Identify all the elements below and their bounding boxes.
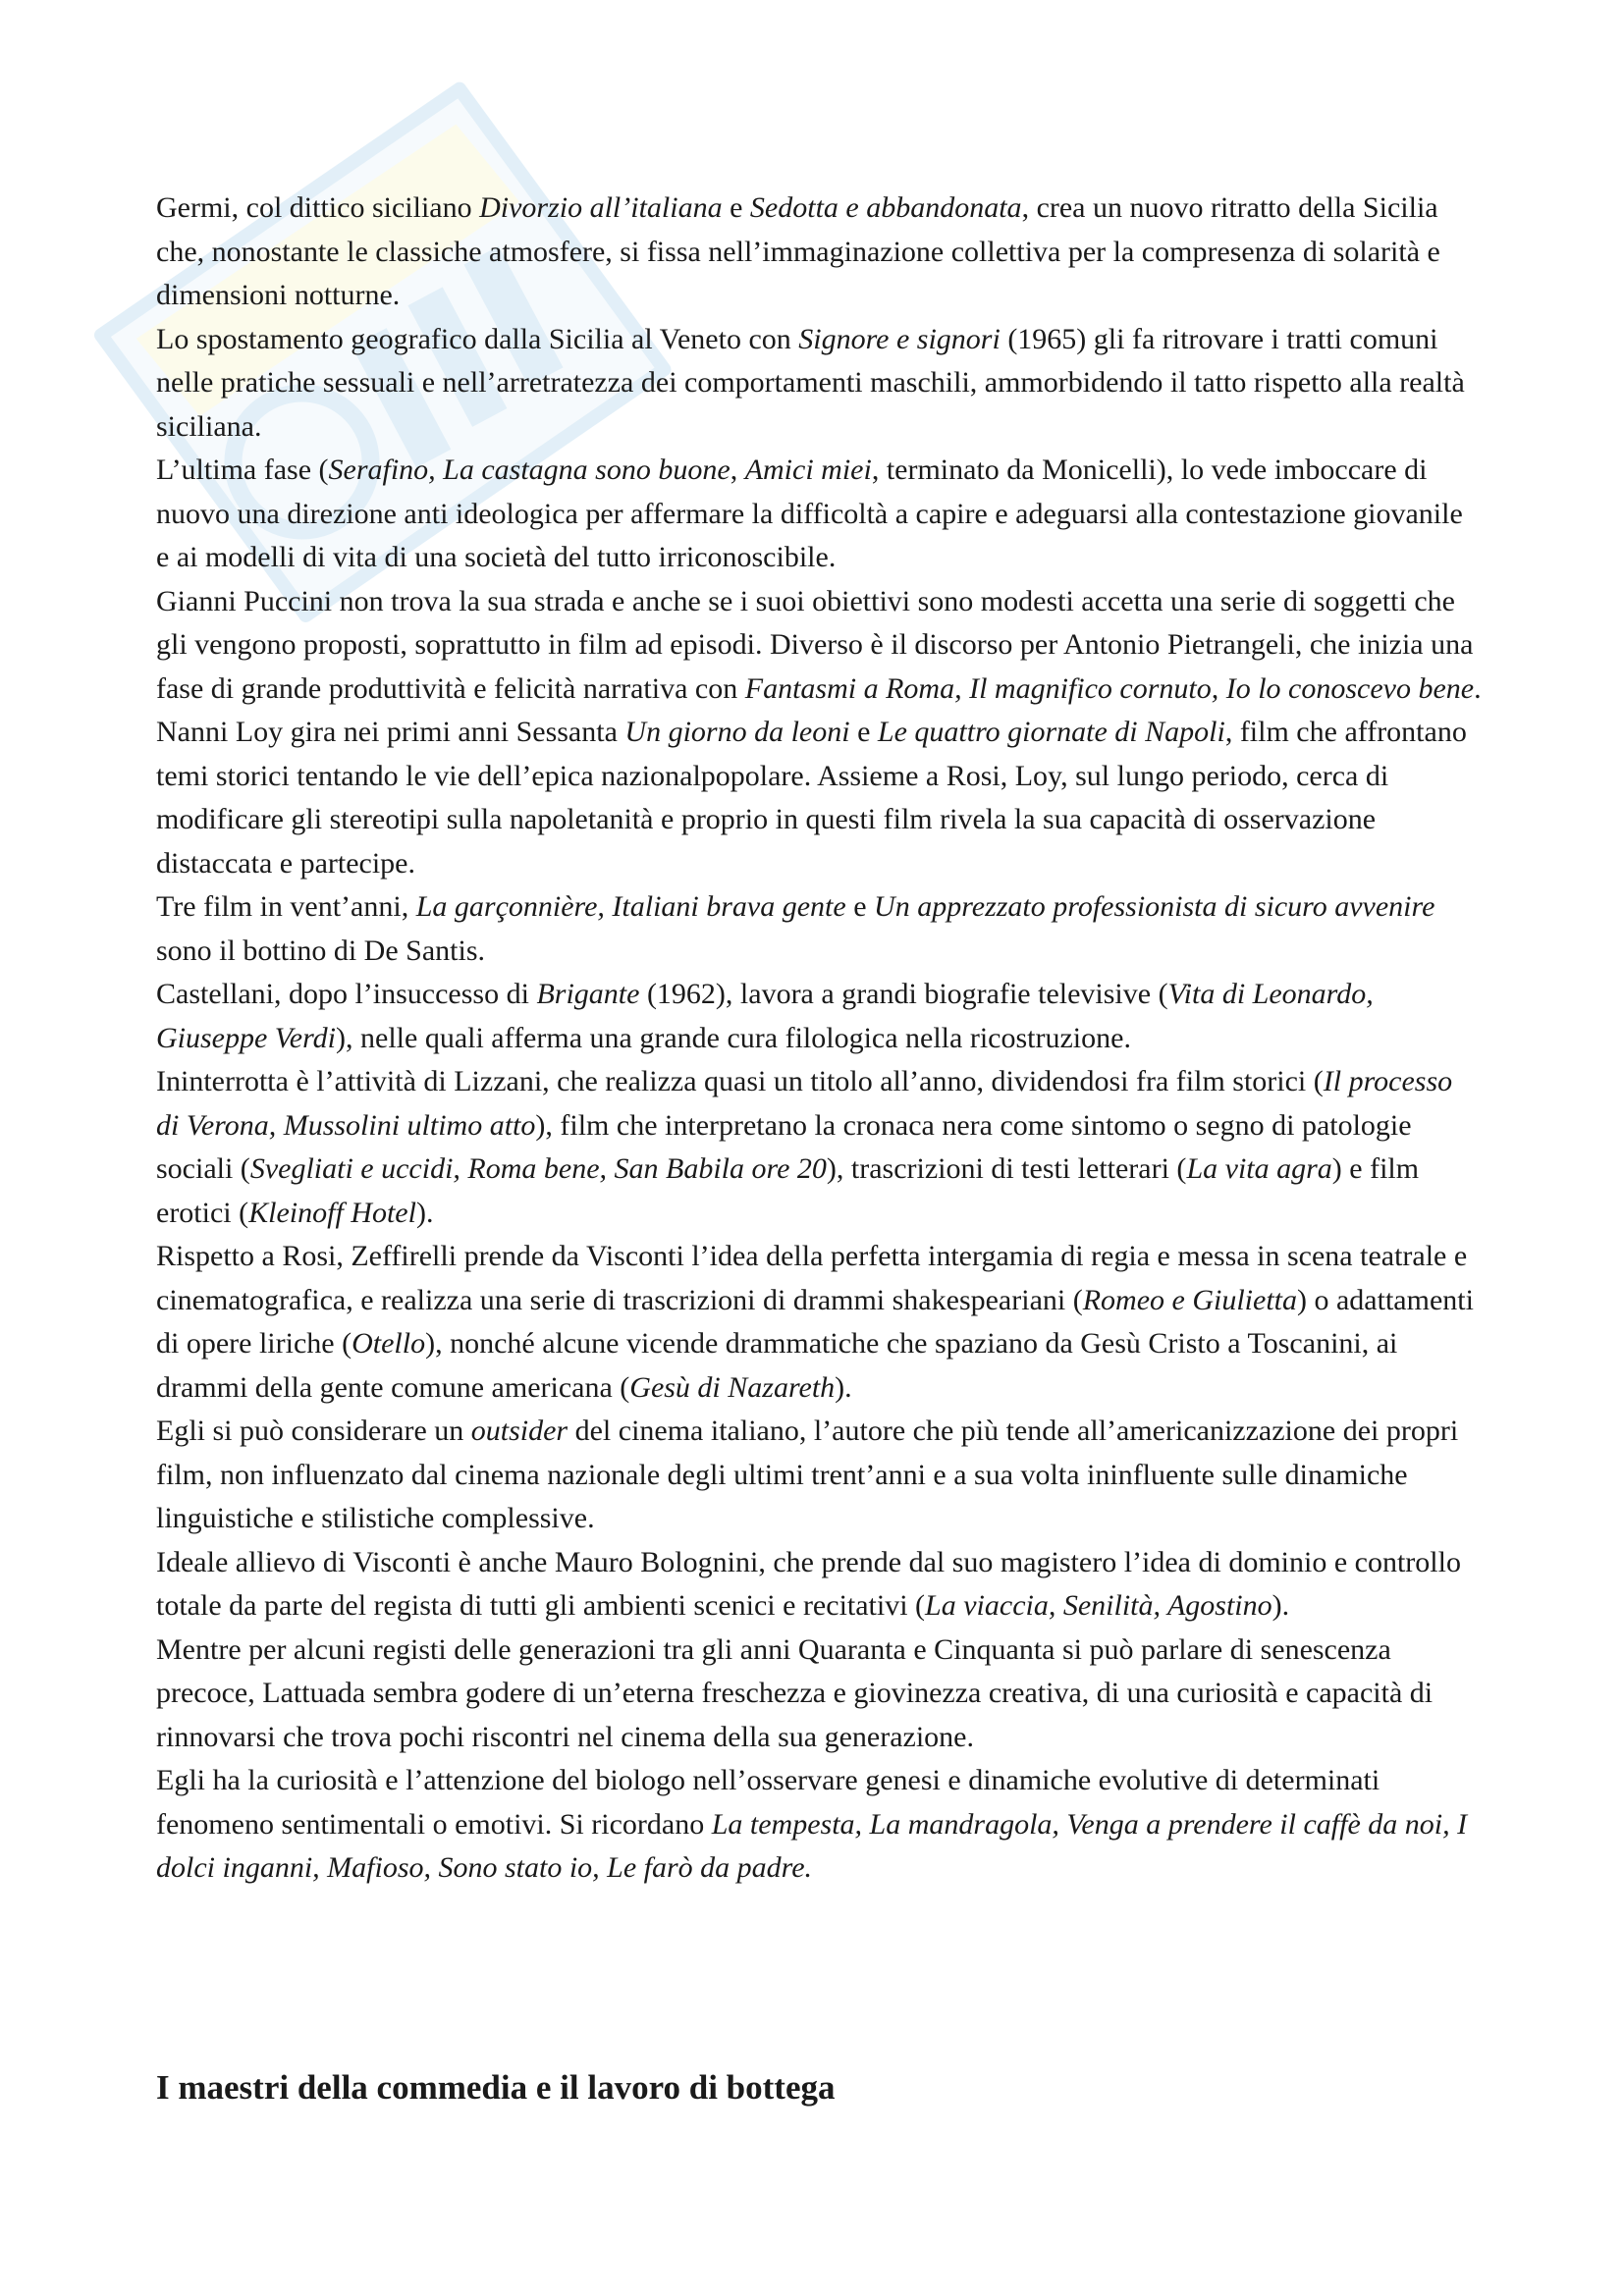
paragraph bbox=[156, 885, 1482, 973]
paragraph bbox=[156, 973, 1482, 1060]
text-run: ), nelle quali afferma una grande cura filologica nella ricostruzione. bbox=[336, 1021, 1131, 1054]
text-run: sono il bottino di De Santis. bbox=[156, 934, 486, 967]
paragraph bbox=[156, 1410, 1482, 1541]
paragraph bbox=[156, 449, 1482, 580]
text-run: ), trascrizioni di testi letterari ( bbox=[826, 1152, 1187, 1185]
paragraph bbox=[156, 1060, 1482, 1235]
text-run: e bbox=[849, 716, 878, 748]
italic-title-run: Signore e signori bbox=[798, 322, 1001, 355]
text-run: Gianni Puccini non trova la sua strada e anche se i suoi obiettivi sono modesti accetta una serie di soggetti che gli vengono proposti, soprattutto in film ad episodi. Diverso è il discorso per Antonio Pietrangeli, che inizia una fase di grande produttività e felicità narrativa con bbox=[156, 584, 1474, 705]
text-run: ) e film erotici ( bbox=[156, 1152, 1420, 1229]
italic-title-run: La viaccia, Senilità, Agostino bbox=[925, 1589, 1272, 1622]
italic-title-run: Otello bbox=[352, 1327, 426, 1360]
text-run: ). bbox=[835, 1370, 852, 1404]
text-run: e bbox=[845, 890, 875, 923]
paragraph bbox=[156, 318, 1482, 450]
text-run: , bbox=[730, 454, 745, 486]
text-run: ), nonché alcune vicende drammatiche che spaziano da Gesù Cristo a Toscanini, ai drammi della gente comune americana ( bbox=[156, 1327, 1398, 1404]
text-run: L’ultima fase ( bbox=[156, 454, 329, 486]
text-run: Nanni Loy gira nei primi anni Sessanta bbox=[156, 716, 625, 748]
italic-title-run: outsider bbox=[470, 1415, 568, 1447]
italic-title-run: Romeo e Giulietta bbox=[1082, 1283, 1297, 1316]
paragraph bbox=[156, 187, 1482, 318]
text-run: ) o adattamenti di opere liriche ( bbox=[156, 1283, 1474, 1360]
text-run: ). bbox=[415, 1196, 434, 1229]
paragraph bbox=[156, 711, 1482, 885]
text-run: Germi, col dittico siciliano bbox=[156, 191, 480, 224]
italic-title-run: Divorzio all’italiana bbox=[479, 191, 723, 224]
italic-title-run: Sedotta e abbandonata bbox=[749, 191, 1022, 224]
text-run: del cinema italiano, l’autore che più tende all’americanizzazione dei propri film, non influenzato dal cinema nazionale degli ultimi trent’anni e a sua volta ininfluente sulle dinamiche linguistiche e stilistiche complessive. bbox=[156, 1415, 1459, 1534]
italic-title-run: Fantasmi a Roma, Il magnifico cornuto, Io lo conoscevo bene bbox=[744, 671, 1475, 705]
text-run: . bbox=[1474, 671, 1482, 705]
paragraph bbox=[156, 1541, 1482, 1629]
text-run: Lo spostamento geografico dalla Sicilia al Veneto con bbox=[156, 322, 799, 355]
paragraph bbox=[156, 1235, 1482, 1410]
text-run: Ideale allievo di Visconti è anche Mauro Bolognini, che prende dal suo magistero l’idea di dominio e controllo totale da parte del regista di tutti gli ambienti scenici e recitativi ( bbox=[156, 1545, 1461, 1622]
document-body bbox=[156, 187, 1482, 1891]
text-run: Tre film in vent’anni, bbox=[156, 890, 416, 923]
paragraph bbox=[156, 1629, 1482, 1760]
italic-title-run: Il processo di Verona, Mussolini ultimo atto bbox=[156, 1065, 1453, 1142]
section-heading: I maestri della commedia e il lavoro di bottega bbox=[156, 2068, 836, 2107]
text-run: (1962), lavora a grandi biografie televisive ( bbox=[639, 978, 1168, 1010]
italic-title-run: La garçonnière, Italiani brava gente bbox=[415, 890, 846, 923]
text-run: , crea un nuovo ritratto della Sicilia che, nonostante le classiche atmosfere, si fissa nell’immaginazione collettiva per la compresenza di solarità e dimensioni notturne. bbox=[156, 191, 1440, 311]
italic-title-run: La tempesta, La mandragola, Venga a prendere il caffè da noi, I dolci inganni, Mafioso, Sono stato io, Le farò da padre. bbox=[156, 1807, 1468, 1884]
text-run: Egli ha la curiosità e l’attenzione del biologo nell’osservare genesi e dinamiche evolutive di determinati fenomeno sentimentali o emotivi. Si ricordano bbox=[156, 1764, 1380, 1841]
text-run: (1965) gli fa ritrovare i tratti comuni nelle pratiche sessuali e nell’arretratezza dei comportamenti maschili, ammorbidendo il tatto rispetto alla realtà siciliana. bbox=[156, 322, 1465, 443]
text-run: ), film che interpretano la cronaca nera come sintomo o segno di patologie sociali ( bbox=[156, 1108, 1412, 1185]
italic-title-run: Svegliati e uccidi, Roma bene, San Babila ore 20 bbox=[249, 1152, 827, 1185]
text-run: Castellani, dopo l’insuccesso di bbox=[156, 978, 537, 1010]
italic-title-run: Le quattro giornate di Napoli bbox=[877, 716, 1225, 748]
italic-title-run: Un apprezzato professionista di sicuro avvenire bbox=[874, 890, 1435, 923]
text-run: , film che affrontano temi storici tentando le vie dell’epica nazionalpopolare. Assieme a Rosi, Loy, sul lungo periodo, cerca di modificare gli stereotipi sulla napoletanità e proprio in questi film rivela la sua capacità di osservazione distaccata e partecipe. bbox=[156, 716, 1467, 880]
italic-title-run: Kleinoff Hotel bbox=[248, 1196, 416, 1229]
text-run: Ininterrotta è l’attività di Lizzani, che realizza quasi un titolo all’anno, dividendosi fra film storici ( bbox=[156, 1065, 1324, 1097]
text-run: e bbox=[722, 191, 750, 224]
italic-title-run: Amici miei bbox=[744, 454, 872, 486]
text-run: Rispetto a Rosi, Zeffirelli prende da Visconti l’idea della perfetta intergamia di regia e messa in scena teatrale e cinematografica, e realizza una serie di trascrizioni di drammi shakespeariani ( bbox=[156, 1240, 1468, 1316]
italic-title-run: Gesù di Nazareth bbox=[629, 1370, 836, 1404]
italic-title-run: Brigante bbox=[536, 978, 640, 1010]
text-run: Egli si può considerare un bbox=[156, 1415, 471, 1447]
italic-title-run: La vita agra bbox=[1186, 1152, 1332, 1185]
text-run: , terminato da Monicelli), lo vede imboccare di nuovo una direzione anti ideologica per affermare la difficoltà a capire e adeguarsi alla contestazione giovanile e ai modelli di vita di una società del tutto irriconoscibile. bbox=[156, 454, 1463, 573]
paragraph bbox=[156, 580, 1482, 712]
paragraph bbox=[156, 1759, 1482, 1891]
italic-title-run: Un giorno da leoni bbox=[624, 716, 850, 748]
text-run: Mentre per alcuni registi delle generazioni tra gli anni Quaranta e Cinquanta si può parlare di senescenza precoce, Lattuada sembra godere di un’eterna freschezza e giovinezza creativa, di una curiosità e capacità di rinnovarsi che trova pochi riscontri nel cinema della sua generazione. bbox=[156, 1632, 1434, 1753]
italic-title-run: Serafino, La castagna sono buone bbox=[328, 454, 730, 486]
text-run: ). bbox=[1271, 1589, 1290, 1622]
italic-title-run: Vita di Leonardo, Giuseppe Verdi bbox=[156, 978, 1374, 1054]
